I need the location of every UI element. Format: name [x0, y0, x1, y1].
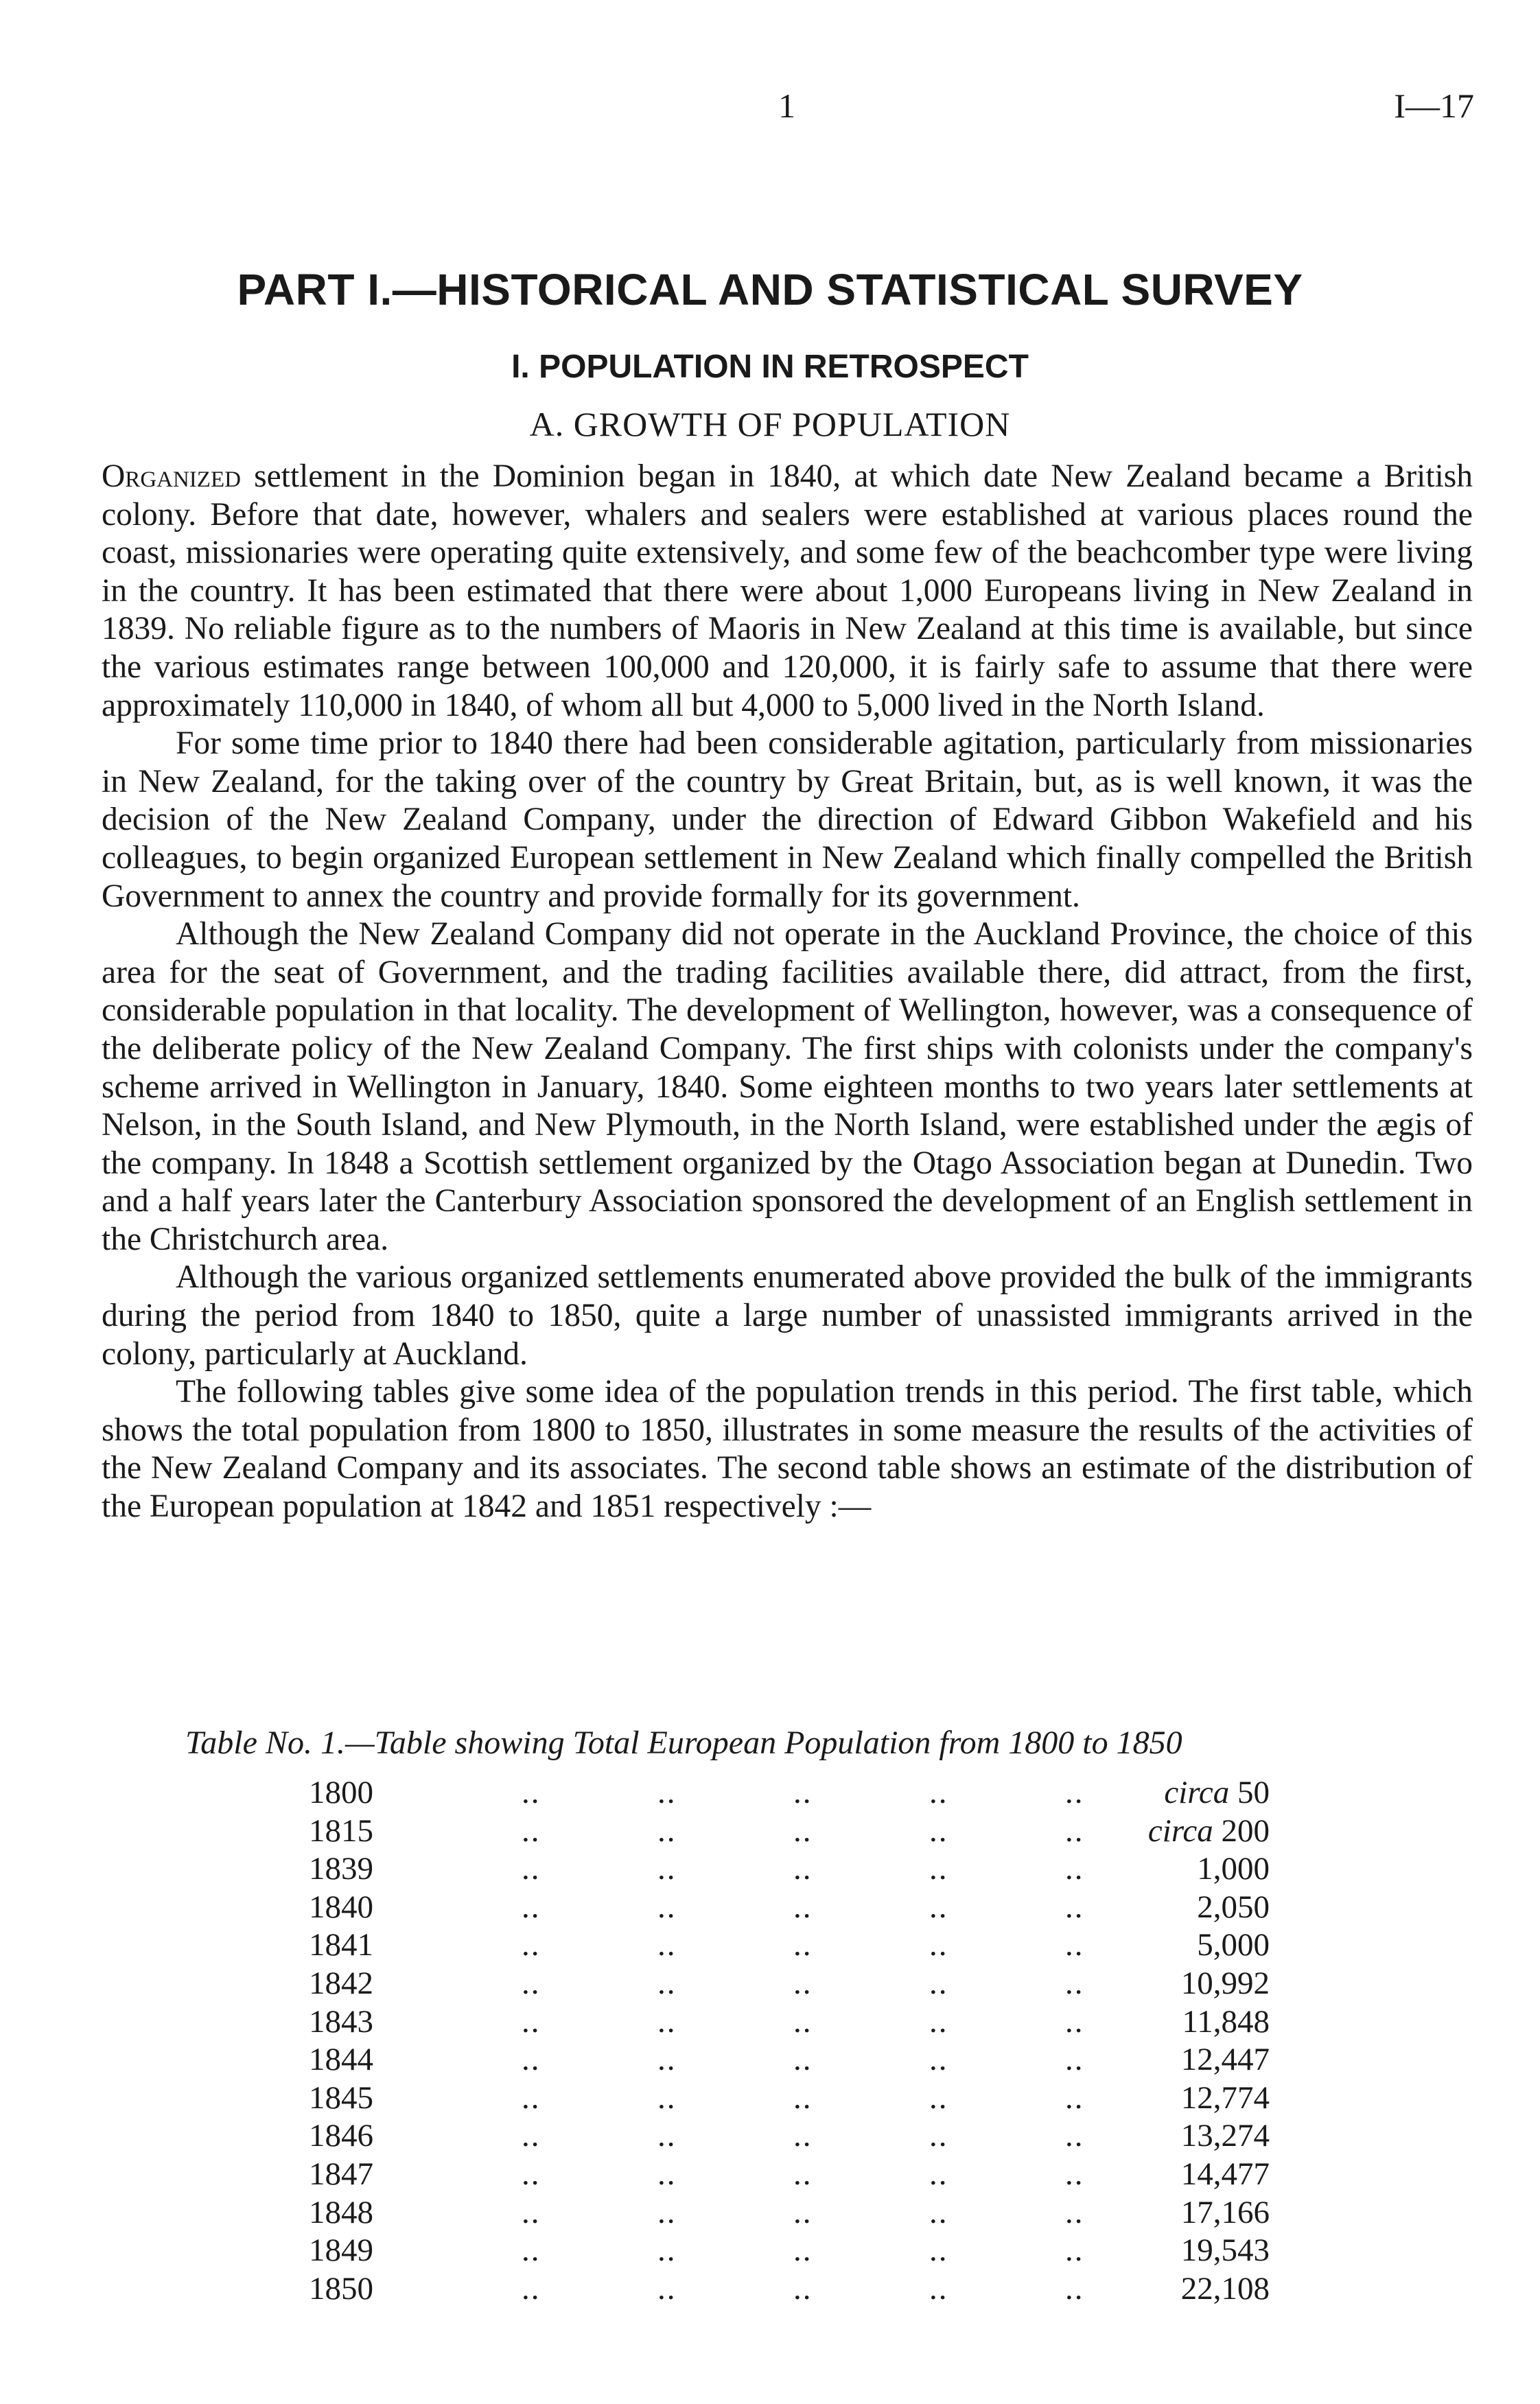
paragraph-1 [102, 458, 1473, 725]
table-dot-leaders: .. .. .. .. .. [522, 1775, 1084, 1810]
table-dot-leaders: .. .. .. .. .. [522, 1812, 1084, 1849]
table-row [309, 2003, 1270, 2042]
table-dot-leaders: .. .. .. .. .. [522, 1851, 1084, 1887]
table-year: 1845 [309, 2079, 373, 2116]
table-dot-leaders: .. .. .. .. .. [522, 2003, 1084, 2040]
subsection-title: A. GROWTH OF POPULATION [529, 405, 1011, 443]
table-dot-leaders: .. .. .. .. .. [522, 2194, 1084, 2230]
table-year: 1815 [309, 1812, 373, 1849]
paragraph-3: Although the New Zealand Company did not operate in the Auckland Province, the choice of this area for the seat of Government, and the trading facilities available there, did attract, from the first, considerable population in that locality. The development of Wellington, however, was a consequence of the deliberate policy of the New Zealand Company. The first ships with colonists under the company's scheme arrived in Wellington in January, 1840. Some eighteen months to two years later settlements at Nelson, in the South Island, and New Plymouth, in the North Island, were established under the ægis of the company. In 1848 a Scottish settlement organized by the Otago Association began at Dunedin. Two and a half years later the Canterbury Association sponsored the development of an English settlement in the Christchurch area. [102, 916, 1473, 1257]
table-value: circa 200 [1147, 1812, 1270, 1849]
paragraph-lead-word: Organized [102, 458, 241, 494]
table-row [309, 1850, 1270, 1889]
table-row [309, 1965, 1270, 2003]
part-title: PART I.—HISTORICAL AND STATISTICAL SURVEY [237, 265, 1303, 314]
page-number: 1 [778, 86, 795, 125]
population-table [309, 1774, 1270, 2308]
table-dot-leaders: .. .. .. .. .. [522, 1927, 1084, 1963]
table-value: 14,477 [1180, 2156, 1270, 2192]
table-row [309, 2041, 1270, 2079]
table-dot-leaders: .. .. .. .. .. [522, 2042, 1084, 2078]
table-value-prefix: circa [1164, 1775, 1230, 1810]
table-row [309, 2079, 1270, 2118]
table-dot-leaders: .. .. .. .. .. [522, 2232, 1084, 2269]
table-value-prefix: circa [1147, 1812, 1213, 1849]
table-value: 10,992 [1180, 1965, 1270, 2001]
document-reference: I—17 [1394, 86, 1474, 125]
table-year: 1847 [309, 2156, 373, 2192]
table-year: 1840 [309, 1889, 373, 1925]
table-row [309, 1926, 1270, 1965]
table-row [309, 2194, 1270, 2232]
table-row [309, 2232, 1270, 2270]
table-value: 17,166 [1180, 2194, 1270, 2230]
table-row [309, 1889, 1270, 1927]
table-value: 22,108 [1180, 2270, 1270, 2307]
table-value: 12,774 [1180, 2079, 1270, 2116]
table-value: 2,050 [1197, 1889, 1270, 1925]
table-year: 1841 [309, 1927, 373, 1963]
paragraph-2: For some time prior to 1840 there had been considerable agitation, particularly from missionaries in New Zealand, for the taking over of the country by Great Britain, but, as is well known, it was the decision of the New Zealand Company, under the direction of Edward Gibbon Wakefield and his colleagues, to begin organized European settlement in New Zealand which finally compelled the British Government to annex the country and provide formally for its government. [102, 725, 1473, 914]
table-year: 1846 [309, 2118, 373, 2154]
table-dot-leaders: .. .. .. .. .. [522, 2156, 1084, 2192]
table-year: 1843 [309, 2003, 373, 2040]
table-row [309, 2270, 1270, 2309]
table-value: 13,274 [1180, 2118, 1270, 2154]
table-value: 1,000 [1197, 1851, 1270, 1887]
table-row [309, 1812, 1270, 1851]
table-dot-leaders: .. .. .. .. .. [522, 2118, 1084, 2154]
table-row [309, 1774, 1270, 1812]
table-row [309, 2117, 1270, 2156]
table-value: 19,543 [1180, 2232, 1270, 2269]
table-dot-leaders: .. .. .. .. .. [522, 1889, 1084, 1925]
table-value: circa 50 [1164, 1775, 1270, 1810]
paragraph-4: Although the various organized settlements enumerated above provided the bulk of the immigrants during the period from 1840 to 1850, quite a large number of unassisted immigrants arrived in the colony, particularly at Auckland. [102, 1259, 1473, 1372]
table-year: 1849 [309, 2232, 373, 2269]
table-year: 1800 [309, 1775, 373, 1810]
table-dot-leaders: .. .. .. .. .. [522, 2270, 1084, 2307]
table-row [309, 2156, 1270, 2194]
table-year: 1842 [309, 1965, 373, 2001]
table-caption: Table No. 1.—Table showing Total European Population from 1800 to 1850 [185, 1725, 1182, 1761]
table-year: 1839 [309, 1851, 373, 1887]
table-dot-leaders: .. .. .. .. .. [522, 2079, 1084, 2116]
table-dot-leaders: .. .. .. .. .. [522, 1965, 1084, 2001]
table-year: 1848 [309, 2194, 373, 2230]
table-year: 1850 [309, 2270, 373, 2307]
body-text [102, 458, 1473, 1526]
section-title: I. POPULATION IN RETROSPECT [511, 349, 1029, 385]
table-value: 5,000 [1197, 1927, 1270, 1963]
table-value: 11,848 [1182, 2003, 1270, 2040]
table-value: 12,447 [1180, 2042, 1270, 2078]
paragraph-5: The following tables give some idea of the population trends in this period. The first table, which shows the total population from 1800 to 1850, illustrates in some measure the results of the activities of the New Zealand Company and its associates. The second table shows an estimate of the distribution of the European population at 1842 and 1851 respectively :— [102, 1374, 1473, 1525]
table-year: 1844 [309, 2042, 373, 2078]
paragraph-1-text: settlement in the Dominion began in 1840, at which date New Zealand became a British colony. Before that date, however, whalers and sealers were established at various places round the coast, missionaries were operating quite extensively, and some few of the beachcomber type were living in the country. It has been estimated that there were about 1,000 Europeans living in New Zealand in 1839. No reliable figure as to the numbers of Maoris in New Zealand at this time is available, but since the various estimates range between 100,000 and 120,000, it is fairly safe to assume that there were approximately 110,000 in 1840, of whom all but 4,000 to 5,000 lived in the North Island. [102, 458, 1473, 723]
